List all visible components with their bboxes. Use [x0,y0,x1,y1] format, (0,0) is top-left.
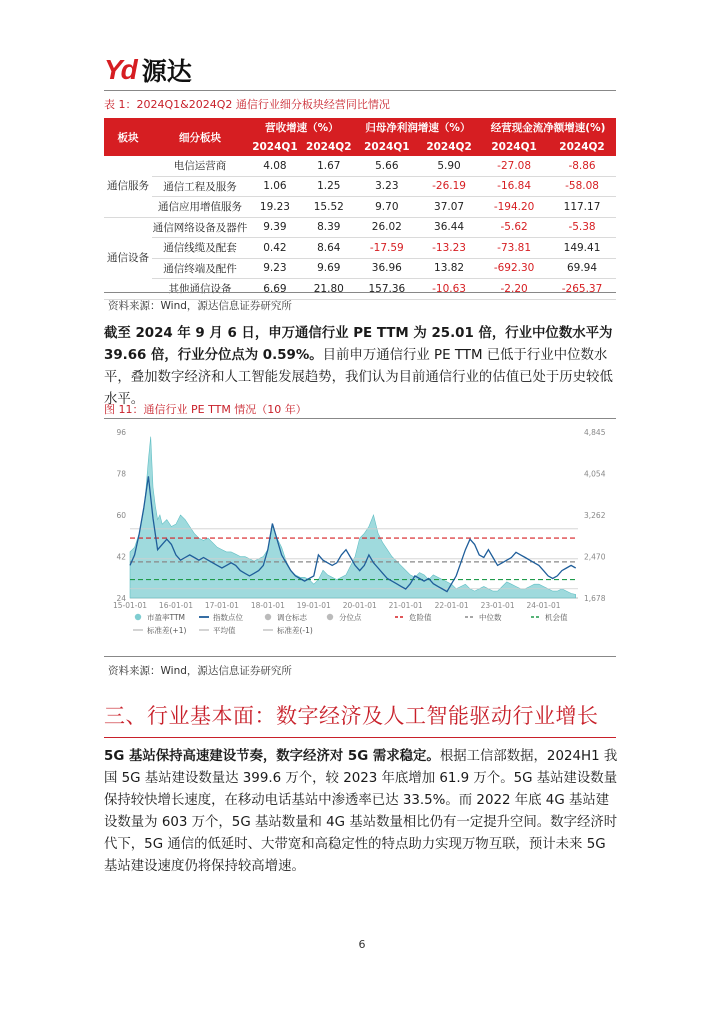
value-cell: -10.63 [418,279,480,300]
value-cell: 117.17 [548,197,616,218]
y-tick-label: 96 [116,428,126,437]
value-cell: 1.25 [302,176,356,197]
value-cell: 1.06 [248,176,302,197]
figure-source: 资料来源：Wind，源达信息证券研究所 [108,665,292,677]
value-cell: 26.02 [356,217,418,238]
subsector-name-cell: 通信网络设备及器件 [152,217,248,238]
value-cell: -13.23 [418,238,480,259]
figure-top-rule [104,418,616,419]
legend-swatch [135,614,141,620]
y2-tick-label: 1,678 [584,594,606,603]
value-cell: -692.30 [480,258,548,279]
value-cell: 5.90 [418,156,480,176]
header-rule [104,90,616,91]
x-tick-label: 21-01-01 [388,601,423,610]
value-cell: -27.08 [480,156,548,176]
value-cell: -5.62 [480,217,548,238]
table-caption: 表 1：2024Q1&2024Q2 通信行业细分板块经营同比情况 [104,98,390,111]
x-tick-label: 16-01-01 [158,601,193,610]
value-cell: -8.86 [548,156,616,176]
col-header-cashflow-growth: 经营现金流净额增速(%) [480,118,616,137]
legend-label: 指数点位 [213,613,243,622]
period-header: 2024Q2 [548,137,616,156]
x-tick-label: 20-01-01 [342,601,377,610]
value-cell: 69.94 [548,258,616,279]
legend-label: 标准差(-1) [277,626,313,635]
value-cell: -265.37 [548,279,616,300]
value-cell: 6.69 [248,279,302,300]
value-cell: 9.23 [248,258,302,279]
y2-tick-label: 2,470 [584,552,606,562]
logo-mark: Yd [104,54,136,85]
table-row [104,197,616,218]
valuation-paragraph [104,323,620,411]
legend-label: 市盈率TTM [147,613,186,622]
legend-label: 危险值 [409,613,432,622]
legend-label: 分位点 [339,613,362,622]
subsector-name-cell: 通信工程及服务 [152,176,248,197]
section-rule [104,737,616,738]
valuation-paragraph-text: 目前申万通信行业 PE TTM 已低于行业中位数水平，叠加数字经济和人工智能发展趋势，我们认为目前通信行业的估值已处于历史较低水平。 [104,348,613,407]
x-tick-label: 17-01-01 [204,601,239,610]
value-cell: 15.52 [302,197,356,218]
table-row [104,238,616,259]
col-header-subsector: 细分板块 [152,118,248,156]
value-cell: 13.82 [418,258,480,279]
page-number: 6 [358,938,366,951]
legend-label: 标准差(+1) [147,626,187,635]
subsector-name-cell: 通信终端及配件 [152,258,248,279]
value-cell: -17.59 [356,238,418,259]
subsector-name-cell: 其他通信设备 [152,279,248,300]
value-cell: 149.41 [548,238,616,259]
sector-group-cell: 通信设备 [104,217,152,299]
legend-label: 机会值 [545,613,568,622]
y-tick-label: 78 [116,469,126,479]
pe-ttm-chart [108,420,616,652]
period-header: 2024Q1 [356,137,418,156]
logo-text: 源达 [141,57,192,86]
5g-paragraph-text: 根据工信部数据，2024H1 我国 5G 基站建设数量达 399.6 万个，较 2023 年底增加 61.9 万个。5G 基站建设数量保持较快增长速度，在移动电话基站中渗透率已达 33.5%。而 2022 年底 4G 基站建设数量为 603 万个，5G 基站数量和 4G 基站数量相比仍有一定提升空间。数字经济时代下，5G 通信的低延时、大带宽和高稳定性的特点助力实现万物互联，预计未来 5G 基站建设速度仍将保持较高增速。 [104,749,618,874]
value-cell: 8.64 [302,238,356,259]
y2-tick-label: 4,054 [584,469,606,479]
legend-label: 调仓标志 [277,613,307,622]
value-cell: 9.70 [356,197,418,218]
subsector-name-cell: 电信运营商 [152,156,248,176]
value-cell: 0.42 [248,238,302,259]
y-tick-label: 60 [116,511,126,520]
period-header: 2024Q1 [248,137,302,156]
value-cell: -16.84 [480,176,548,197]
subsector-name-cell: 通信线缆及配套 [152,238,248,259]
x-tick-label: 23-01-01 [480,601,515,610]
value-cell: 8.39 [302,217,356,238]
table-row [104,156,616,176]
figure-bottom-rule [104,656,616,657]
value-cell: -26.19 [418,176,480,197]
value-cell: 36.96 [356,258,418,279]
period-header: 2024Q1 [480,137,548,156]
value-cell: 157.36 [356,279,418,300]
table-row [104,258,616,279]
5g-paragraph-bold: 5G 基站保持高速建设节奏，数字经济对 5G 需求稳定。 [104,749,440,764]
pe-ttm-area [130,437,576,598]
company-logo [104,56,192,84]
legend-swatch [265,614,271,620]
5g-paragraph [104,746,620,878]
legend-swatch [327,614,333,620]
table-bottom-rule [104,292,616,293]
y2-tick-label: 4,845 [584,428,606,437]
value-cell: -194.20 [480,197,548,218]
x-tick-label: 19-01-01 [296,601,331,610]
value-cell: 1.67 [302,156,356,176]
value-cell: 19.23 [248,197,302,218]
value-cell: 21.80 [302,279,356,300]
value-cell: -2.20 [480,279,548,300]
table-header-row [104,118,616,137]
y2-tick-label: 3,262 [584,511,606,520]
legend-label: 中位数 [479,613,502,622]
subsector-name-cell: 通信应用增值服务 [152,197,248,218]
period-header: 2024Q2 [418,137,480,156]
legend-label: 平均值 [213,626,236,635]
value-cell: -73.81 [480,238,548,259]
sector-group-cell: 通信服务 [104,156,152,217]
value-cell: 9.69 [302,258,356,279]
value-cell: -58.08 [548,176,616,197]
section-heading: 三、行业基本面：数字经济及人工智能驱动行业增长 [104,704,599,728]
figure-caption: 图 11：通信行业 PE TTM 情况（10 年） [104,403,307,416]
x-tick-label: 24-01-01 [526,601,561,610]
table-source: 资料来源：Wind，源达信息证券研究所 [108,300,292,312]
table-body [104,156,616,299]
y-tick-label: 42 [116,552,126,562]
x-tick-label: 18-01-01 [250,601,285,610]
col-header-net-profit-growth: 归母净利润增速（%） [356,118,480,137]
value-cell: 4.08 [248,156,302,176]
x-tick-label: 22-01-01 [434,601,469,610]
col-header-revenue-growth: 营收增速（%） [248,118,356,137]
x-tick-label: 15-01-01 [112,601,148,610]
value-cell: 9.39 [248,217,302,238]
performance-table [104,118,616,300]
value-cell: 37.07 [418,197,480,218]
value-cell: 3.23 [356,176,418,197]
col-header-block: 板块 [104,118,152,156]
valuation-paragraph-bold: 截至 2024 年 9 月 6 日，申万通信行业 PE TTM 为 25.01 倍，行业中位数水平为 39.66 倍，行业分位点为 0.59%。 [104,326,613,363]
value-cell: 36.44 [418,217,480,238]
y-tick-label: 24 [116,594,126,603]
period-header: 2024Q2 [302,137,356,156]
value-cell: 5.66 [356,156,418,176]
value-cell: -5.38 [548,217,616,238]
table-row [104,217,616,238]
table-row [104,279,616,300]
table-row [104,176,616,197]
